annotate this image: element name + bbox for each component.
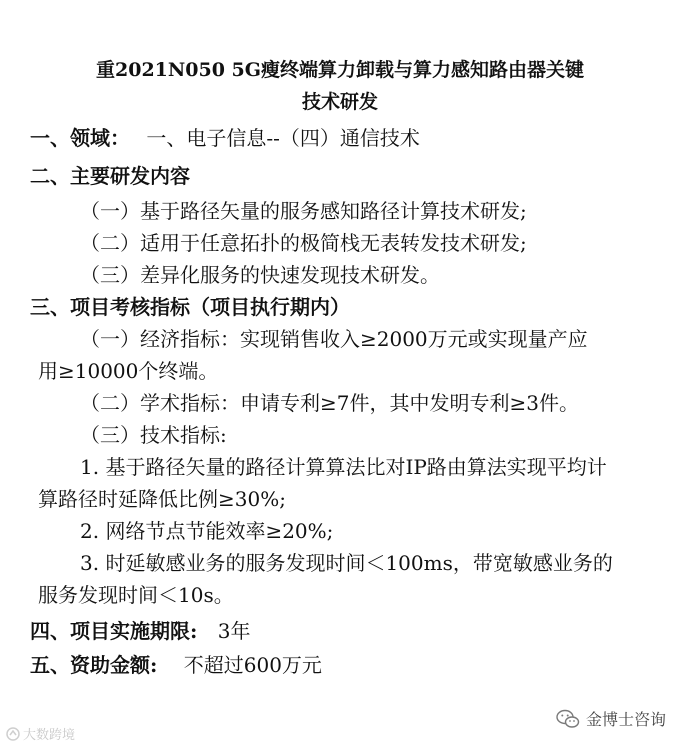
technical-indicator-3-line-1: 3. 时延敏感业务的服务发现时间＜100ms，带宽敏感业务的 [80,551,613,575]
research-item: （三）差异化服务的快速发现技术研发。 [80,263,440,287]
technical-indicator-1-line-2: 算路径时延降低比例≥30%; [38,487,286,511]
technical-indicator-2: 2. 网络节点节能效率≥20%; [80,519,334,543]
funding-label: 五、资助金额: [30,653,158,677]
document-title-line-1: 重2021N050 5G瘦终端算力卸载与算力感知路由器关键 [96,59,584,81]
watermark-left-text: 大数跨境 [23,728,76,743]
funding-value: 不超过600万元 [183,653,322,677]
economic-indicator-line-1: （一）经济指标：实现销售收入≥2000万元或实现量产应 [80,327,588,351]
technical-indicator-3-line-2: 服务发现时间＜10s。 [38,583,234,607]
period-section [30,616,250,646]
technical-indicator-heading: （三）技术指标: [80,423,227,447]
field-label: 一、领域： [30,126,130,150]
brand-logo-icon [6,727,20,741]
document-title-line-2: 技术研发 [301,91,378,113]
field-section [30,123,420,153]
research-item: （一）基于路径矢量的服务感知路径计算技术研发; [80,199,527,223]
academic-indicator: （二）学术指标：申请专利≥7件，其中发明专利≥3件。 [80,391,579,415]
funding-section [30,650,322,680]
field-value: 一、电子信息--（四）通信技术 [146,126,420,150]
watermark-right-text: 金博士咨询 [585,710,666,729]
watermark-left [6,724,75,743]
watermark-right [556,707,666,730]
indicators-heading: 三、项目考核指标（项目执行期内） [30,295,350,319]
period-value: 3年 [217,619,251,643]
period-label: 四、项目实施期限: [30,619,198,643]
research-heading: 二、主要研发内容 [30,164,190,188]
economic-indicator-line-2: 用≥10000个终端。 [38,359,219,383]
research-item: （二）适用于任意拓扑的极简栈无表转发技术研发; [80,231,527,255]
technical-indicator-1-line-1: 1. 基于路径矢量的路径计算算法比对IP路由算法实现平均计 [80,455,607,479]
wechat-icon [556,709,580,729]
